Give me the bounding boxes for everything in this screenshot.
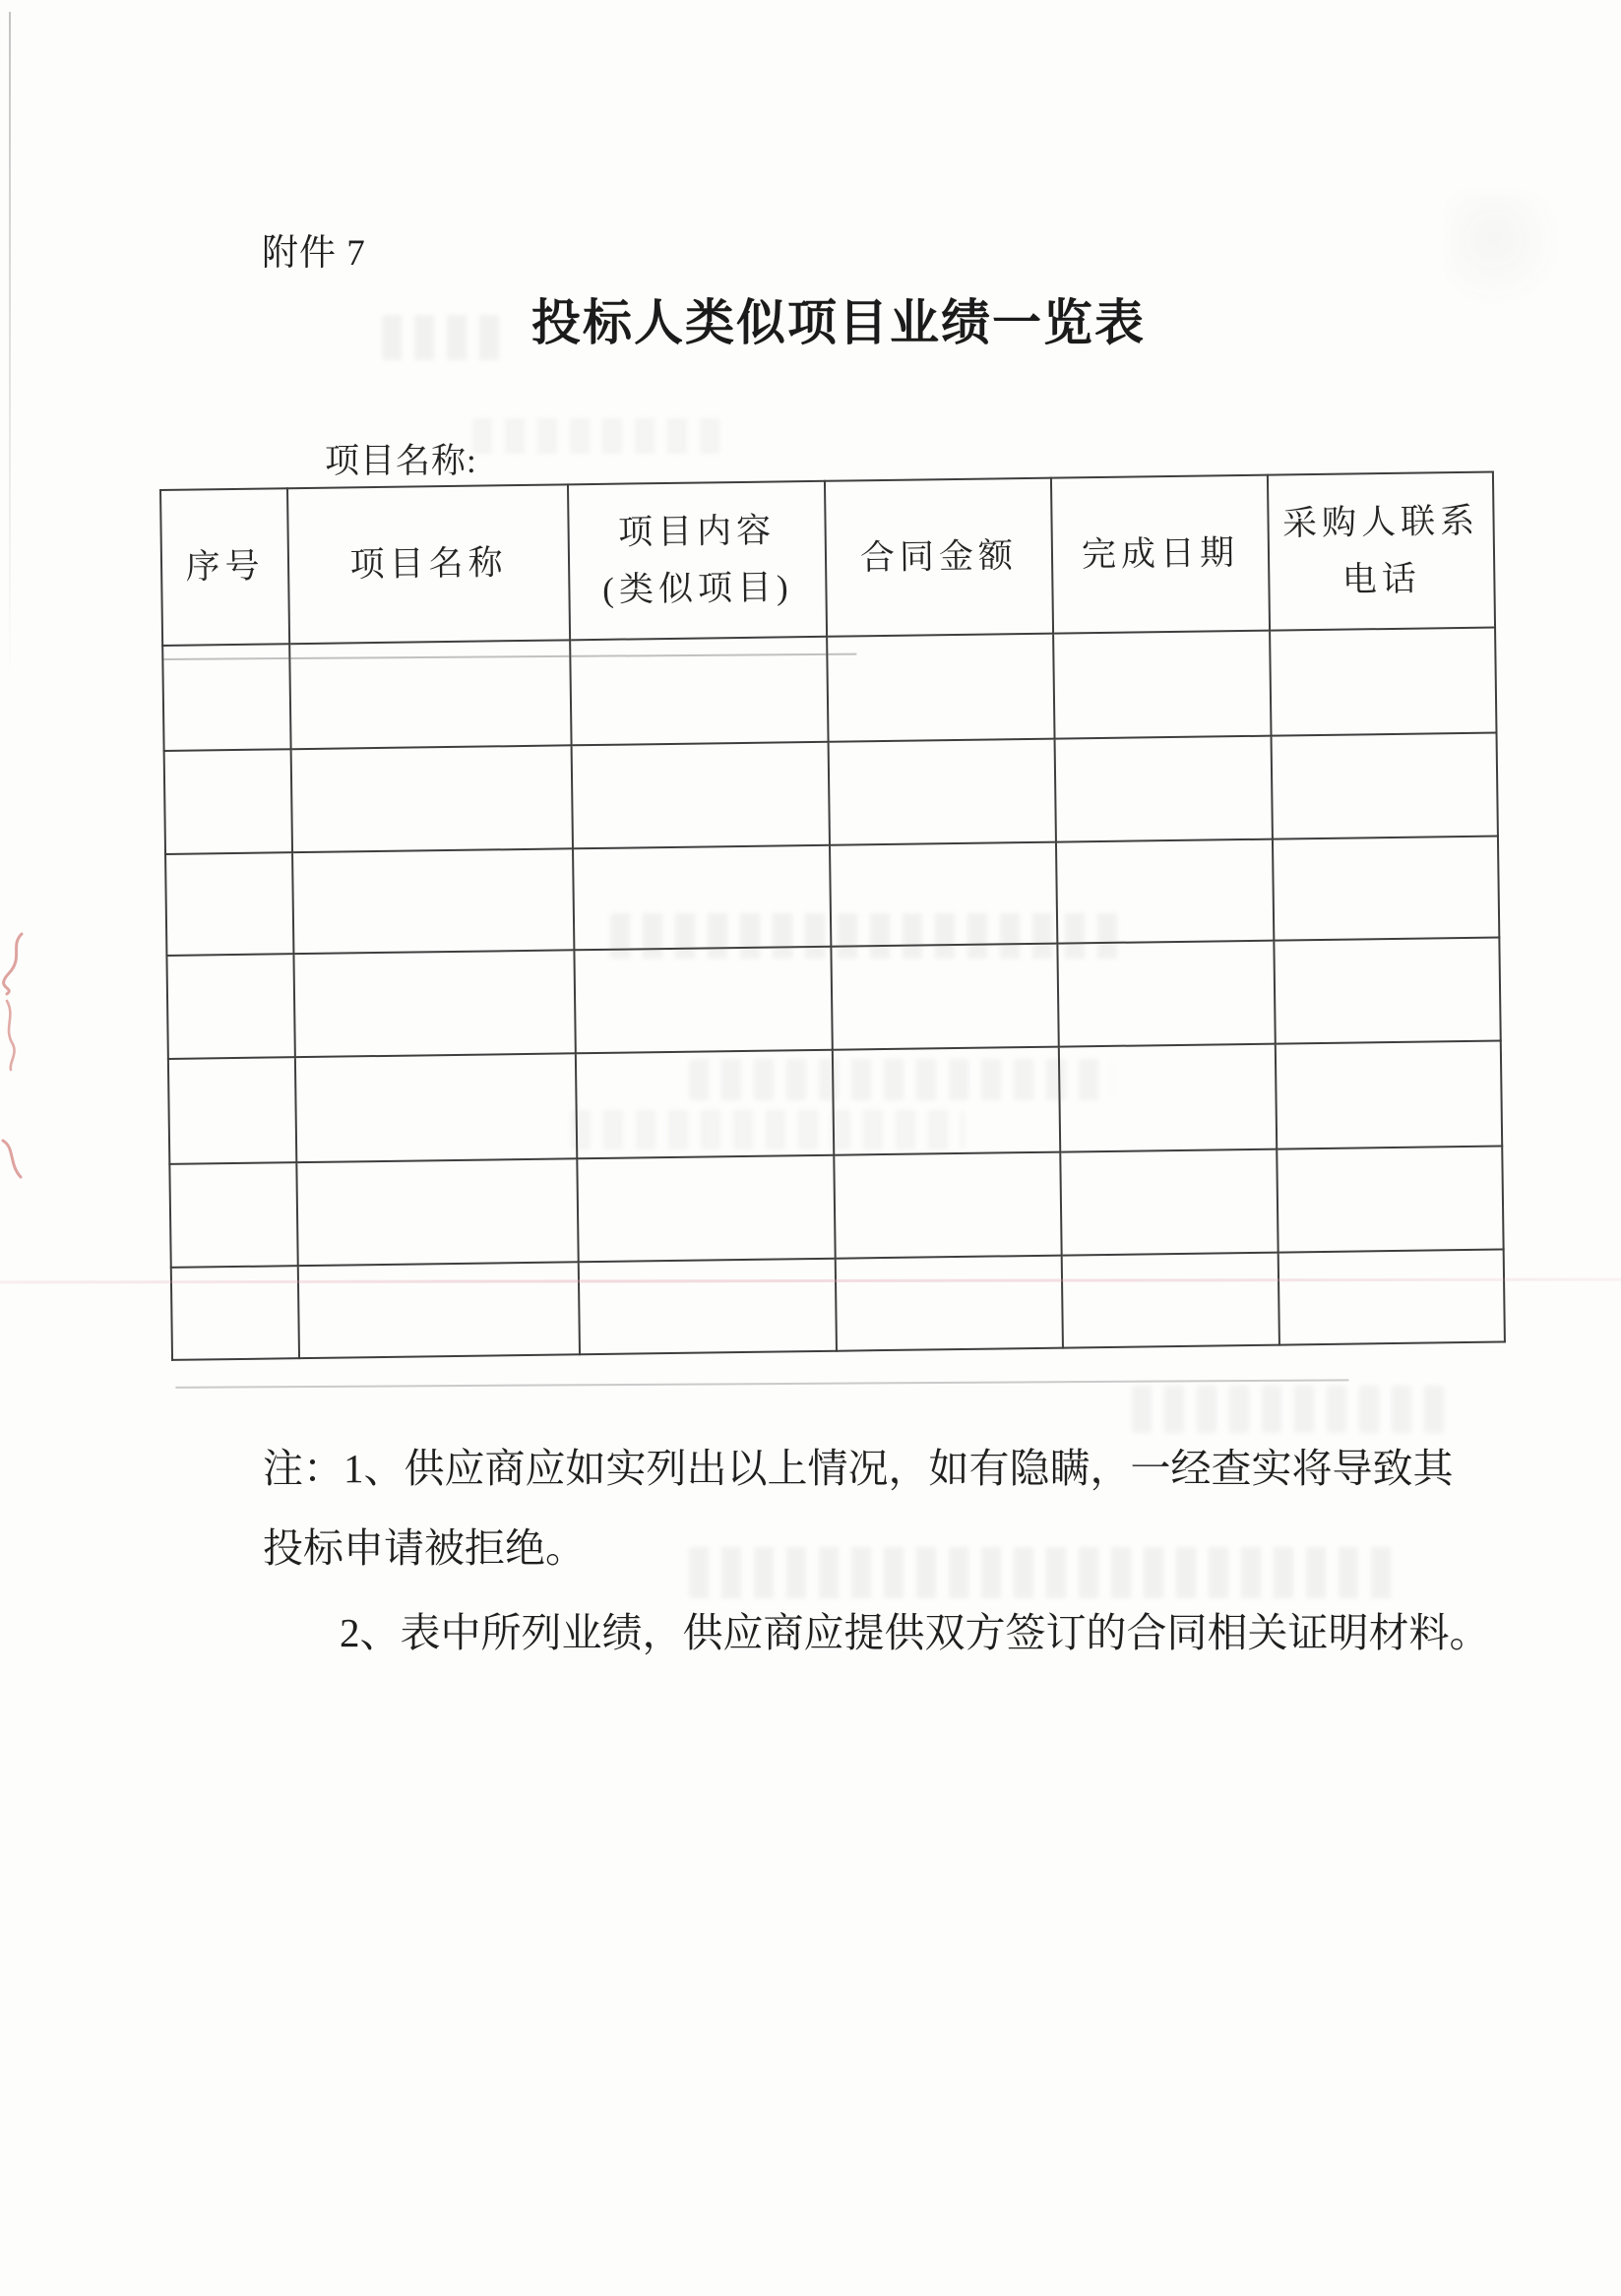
empty-cell [1274, 938, 1500, 1044]
bleed-through-smudge [689, 1059, 1112, 1100]
empty-cell [577, 1155, 835, 1263]
column-header-serial-number: 序号 [160, 488, 289, 646]
bleed-through-smudge [1447, 192, 1565, 310]
empty-cell [165, 852, 293, 956]
bleed-through-smudge [610, 913, 1122, 959]
empty-cell [836, 1256, 1063, 1351]
column-header-contract-amount: 合同金额 [825, 478, 1053, 637]
bleed-through-smudge [1132, 1386, 1447, 1433]
project-name-label: 项目名称: [325, 442, 477, 480]
empty-cell [572, 742, 830, 849]
note-line-3: 2、表中所列业绩，供应商应提供双方签订的合同相关证明材料。 [340, 1610, 1490, 1655]
bleed-through-smudge [689, 1547, 1398, 1598]
column-header-completion-date: 完成日期 [1051, 475, 1270, 634]
empty-cell [1277, 1146, 1503, 1252]
table-row [169, 1146, 1503, 1267]
empty-cell [295, 1053, 577, 1162]
empty-cell [164, 749, 292, 854]
bleed-through-smudge [382, 315, 500, 360]
bleed-through-smudge [571, 1110, 965, 1149]
empty-cell [1272, 733, 1498, 839]
empty-cell [293, 950, 575, 1057]
empty-cell [1270, 628, 1496, 736]
note-line-2: 投标申请被拒绝。 [263, 1525, 586, 1571]
empty-cell [292, 848, 574, 954]
table-row [162, 628, 1496, 751]
red-pen-mark-artifact [0, 928, 33, 1184]
column-header-project-content: 项目内容 (类似项目) [568, 481, 827, 641]
empty-cell [1273, 837, 1499, 941]
empty-cell [298, 1262, 580, 1358]
bleed-through-smudge [472, 418, 728, 454]
empty-cell [1060, 1149, 1278, 1256]
table-body [162, 628, 1505, 1360]
empty-cell [169, 1162, 297, 1268]
table-row [164, 733, 1498, 854]
column-header-project-name: 项目名称 [287, 484, 570, 644]
empty-cell [296, 1158, 578, 1266]
empty-cell [1053, 631, 1271, 739]
note-line-1: 注：1、供应商应如实列出以上情况，如有隐瞒，一经查实将导致其 [263, 1446, 1454, 1491]
empty-cell [291, 745, 573, 852]
column-header-purchaser-phone: 采购人联系 电话 [1268, 472, 1495, 631]
empty-cell [168, 1057, 296, 1164]
table-row [171, 1249, 1505, 1359]
empty-cell [1055, 736, 1273, 842]
empty-cell [827, 634, 1054, 742]
scan-edge-artifact [9, 12, 11, 681]
empty-cell [834, 1152, 1061, 1259]
empty-cell [829, 739, 1056, 845]
empty-cell [831, 944, 1058, 1050]
empty-cell [574, 947, 832, 1054]
empty-cell [1276, 1041, 1502, 1149]
empty-cell [1062, 1253, 1279, 1348]
empty-cell [579, 1259, 837, 1355]
attachment-label: 附件 7 [262, 233, 366, 274]
empty-cell [166, 954, 294, 1059]
table-header-row [160, 472, 1495, 646]
page-title: 投标人类似项目业绩一览表 [531, 295, 1146, 350]
empty-cell [1278, 1249, 1505, 1344]
